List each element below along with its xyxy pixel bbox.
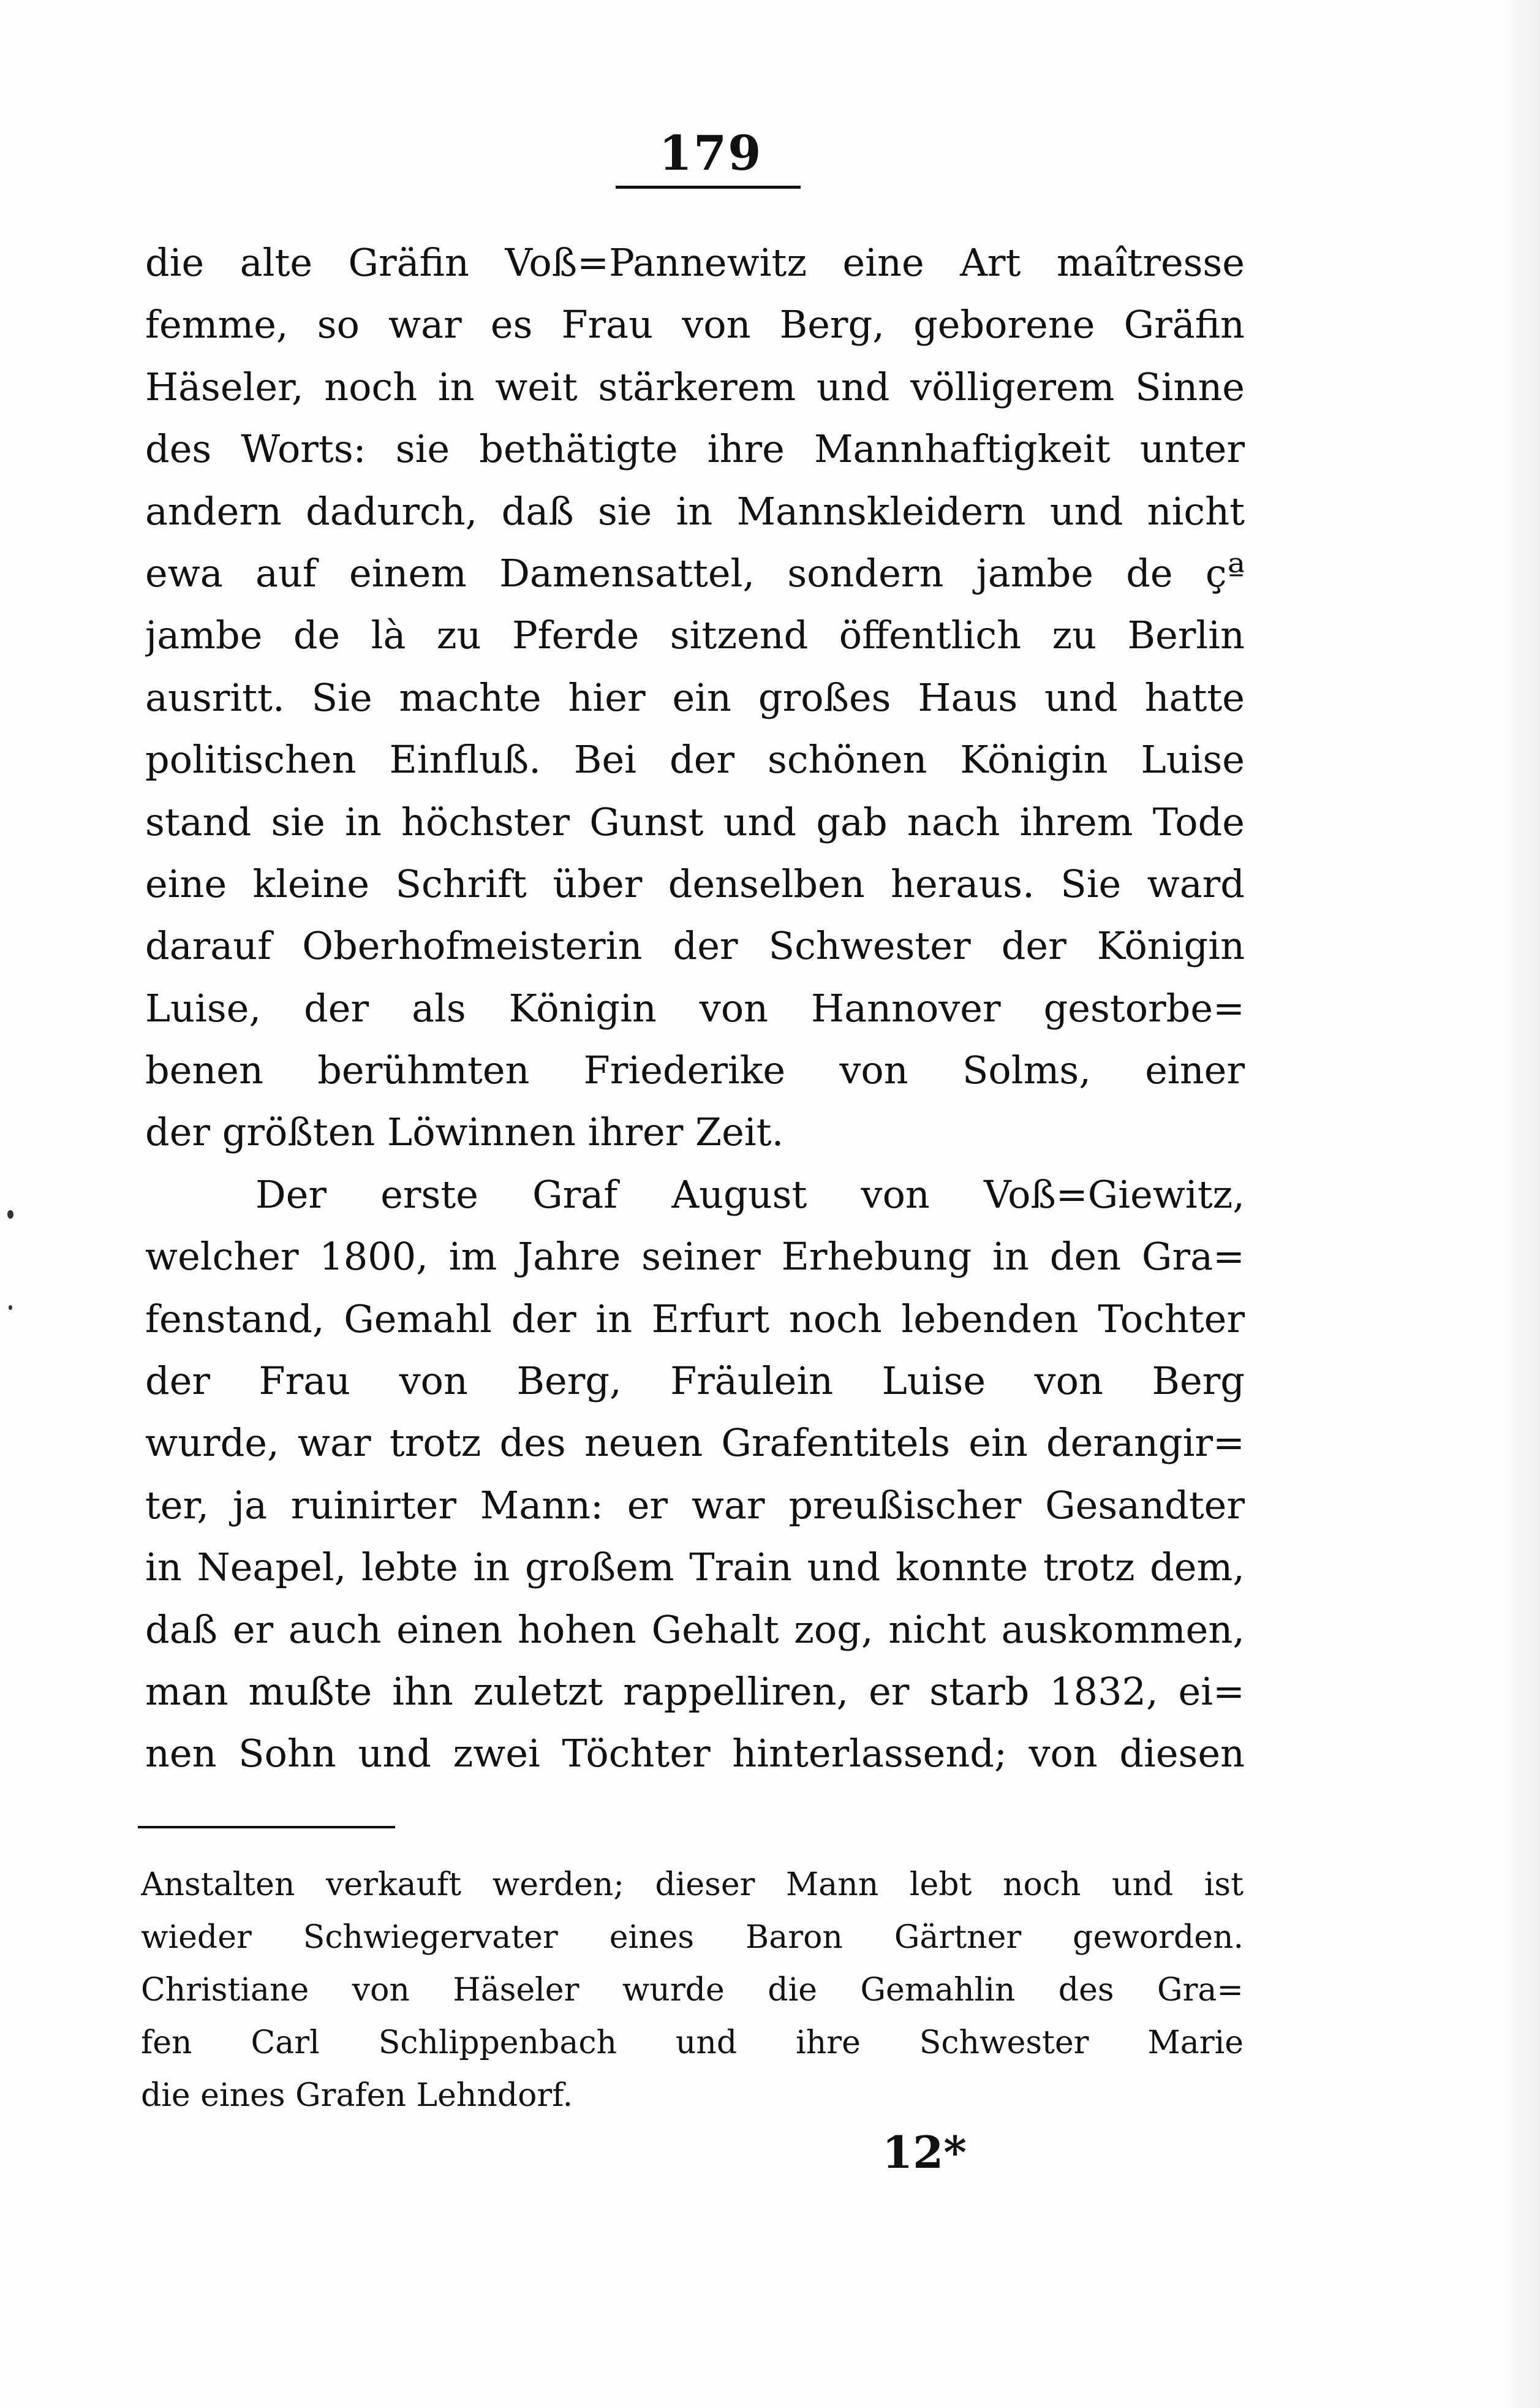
printer-signature-mark: 12* (882, 2126, 967, 2178)
text-line: ter, ja ruinirter Mann: er war preußischer Gesandter (145, 1482, 1245, 1528)
text-line: andern dadurch, daß sie in Mannskleidern und nicht (145, 488, 1245, 534)
text-line: femme, so war es Frau von Berg, geborene Gräfin (145, 302, 1245, 347)
page-edge-shadow (1503, 0, 1540, 2408)
text-line: Luise, der als Königin von Hannover gestorbe= (145, 985, 1245, 1031)
text-line: die alte Gräfin Voß=Pannewitz eine Art maîtresse (145, 240, 1245, 285)
footnote-line: Anstalten verkauft werden; dieser Mann lebt noch und ist (141, 1866, 1244, 1903)
text-line: ewa auf einem Damensattel, sondern jambe de çª (145, 550, 1245, 596)
text-line: in Neapel, lebte in großem Train und konnte trotz dem, (145, 1545, 1245, 1590)
text-line: der Frau von Berg, Fräulein Luise von Berg (145, 1358, 1245, 1404)
text-line: darauf Oberhofmeisterin der Schwester der Königin (145, 923, 1245, 969)
text-line: man mußte ihn zuletzt rappelliren, er starb 1832, ei= (145, 1668, 1245, 1714)
text-line: Häseler, noch in weit stärkerem und völligerem Sinne (145, 364, 1245, 409)
page-number-rule (616, 186, 801, 189)
text-line-paragraph-end: der größten Löwinnen ihrer Zeit. (145, 1110, 784, 1155)
margin-speck (9, 1305, 12, 1310)
main-text-block (145, 232, 1245, 1785)
footnote-line: wieder Schwiegervater eines Baron Gärtner geworden. (141, 1919, 1244, 1956)
text-line: stand sie in höchster Gunst und gab nach ihrem Tode (145, 799, 1245, 844)
text-line-paragraph-start: Der erste Graf August von Voß=Giewitz, (255, 1172, 1245, 1217)
text-line: des Worts: sie bethätigte ihre Mannhaftigkeit unter (145, 426, 1245, 472)
text-line: ausritt. Sie machte hier ein großes Haus und hatte (145, 675, 1245, 720)
page-number: 179 (659, 126, 763, 181)
footnote-separator (138, 1826, 395, 1828)
footnote-line: Christiane von Häseler wurde die Gemahlin des Gra= (141, 1972, 1244, 2009)
text-line: nen Sohn und zwei Töchter hinterlassend; von diesen (145, 1731, 1245, 1776)
text-line: welcher 1800, im Jahre seiner Erhebung in den Gra= (145, 1234, 1245, 1279)
text-line: eine kleine Schrift über denselben heraus. Sie ward (145, 861, 1245, 906)
text-line: wurde, war trotz des neuen Grafentitels ein derangir= (145, 1420, 1245, 1466)
margin-speck (7, 1210, 13, 1219)
footnote-line: fen Carl Schlippenbach und ihre Schwester Marie (141, 2024, 1244, 2061)
footnote-line: die eines Grafen Lehndorf. (141, 2077, 573, 2114)
text-line: benen berühmten Friederike von Solms, einer (145, 1048, 1245, 1093)
text-line: jambe de là zu Pferde sitzend öffentlich zu Berlin (145, 613, 1245, 658)
text-line: daß er auch einen hohen Gehalt zog, nicht auskommen, (145, 1607, 1245, 1652)
text-line: fenstand, Gemahl der in Erfurt noch lebenden Tochter (145, 1296, 1245, 1341)
text-line: politischen Einfluß. Bei der schönen Königin Luise (145, 737, 1245, 782)
footnote-block (141, 1858, 1244, 2122)
